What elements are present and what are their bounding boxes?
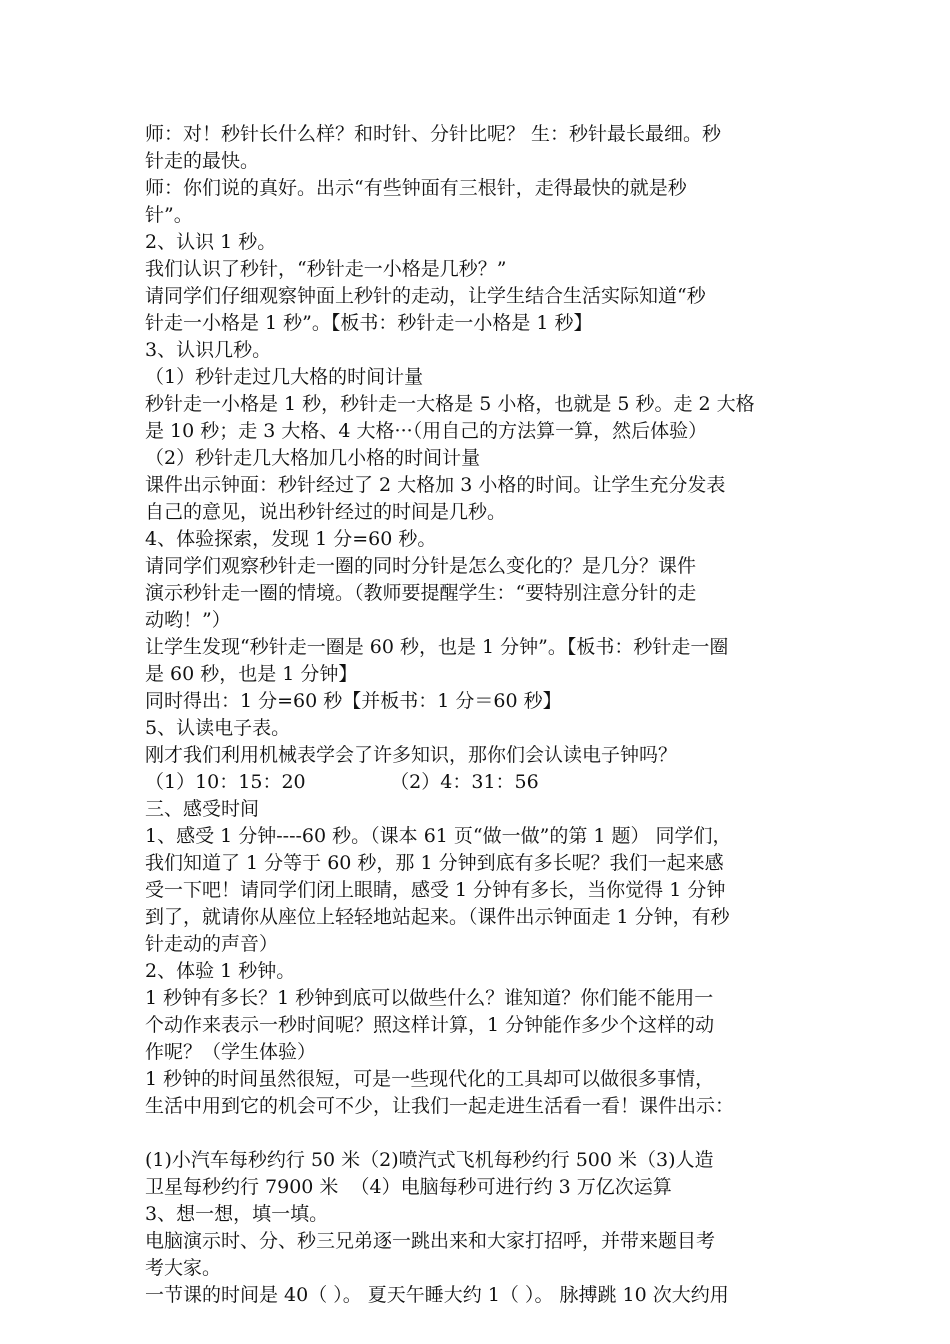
blank-line xyxy=(145,1120,825,1147)
text-line: 针走的最快。 xyxy=(145,150,260,172)
text-line: 1 秒钟有多长？1 秒钟到底可以做些什么？谁知道？你们能不能用一 xyxy=(145,987,714,1009)
text-line: 演示秒针走一圈的情境。（教师要提醒学生：“要特别注意分针的走 xyxy=(145,582,697,604)
text-line: 针走一小格是 1 秒”。【板书：秒针走一小格是 1 秒】 xyxy=(145,312,593,334)
text-line: 让学生发现“秒针走一圈是 60 秒，也是 1 分钟”。【板书：秒针走一圈 xyxy=(145,636,729,658)
text-line: 到了，就请你从座位上轻轻地站起来。（课件出示钟面走 1 分钟，有秒 xyxy=(145,906,730,928)
text-line: 卫星每秒约行 7900 米 （4）电脑每秒可进行约 3 万亿次运算 xyxy=(145,1176,672,1198)
text-line: 秒针走一小格是 1 秒，秒针走一大格是 5 小格，也就是 5 秒。走 2 大格 xyxy=(145,393,755,415)
section-heading: 5、认读电子表。 xyxy=(145,717,291,739)
text-line: 针”。 xyxy=(145,204,193,226)
text-line: （1）10：15：20 （2）4：31：56 xyxy=(145,771,539,793)
text-line: 考大家。 xyxy=(145,1257,222,1279)
text-line: 受一下吧！请同学们闭上眼睛，感受 1 分钟有多长，当你觉得 1 分钟 xyxy=(145,879,726,901)
section-heading: 3、想一想，填一填。 xyxy=(145,1203,329,1225)
text-line: 是 60 秒，也是 1 分钟】 xyxy=(145,663,358,685)
text-line: 自己的意见，说出秒针经过的时间是几秒。 xyxy=(145,501,507,523)
document-body xyxy=(145,121,825,1309)
text-line: 师：对！秒针长什么样？和时针、分针比呢？ 生：秒针最长最细。秒 xyxy=(145,123,722,145)
text-line: 针走动的声音） xyxy=(145,933,279,955)
section-heading: 三、感受时间 xyxy=(145,798,260,820)
text-line: 作呢？（学生体验） xyxy=(145,1041,317,1063)
text-line: 个动作来表示一秒时间呢？照这样计算，1 分钟能作多少个这样的动 xyxy=(145,1014,715,1036)
text-line: 请同学们仔细观察钟面上秒针的走动，让学生结合生活实际知道“秒 xyxy=(145,285,706,307)
text-line: 师：你们说的真好。出示“有些钟面有三根针，走得最快的就是秒 xyxy=(145,177,687,199)
subsection-heading: （2）秒针走几大格加几小格的时间计量 xyxy=(145,447,481,469)
text-line: 请同学们观察秒针走一圈的同时分针是怎么变化的？是几分？课件 xyxy=(145,555,697,577)
section-heading: 3、认识几秒。 xyxy=(145,339,272,361)
text-line: 电脑演示时、分、秒三兄弟逐一跳出来和大家打招呼，并带来题目考 xyxy=(145,1230,716,1252)
text-line: 课件出示钟面：秒针经过了 2 大格加 3 小格的时间。让学生充分发表 xyxy=(145,474,726,496)
text-line: 我们认识了秒针，“秒针走一小格是几秒？” xyxy=(145,258,507,280)
text-line: 刚才我们利用机械表学会了许多知识，那你们会认读电子钟吗？ xyxy=(145,744,678,766)
text-line: 我们知道了 1 分等于 60 秒，那 1 分钟到底有多长呢？我们一起来感 xyxy=(145,852,724,874)
section-heading: 2、认识 1 秒。 xyxy=(145,231,277,253)
text-line: (1)小汽车每秒约行 50 米（2)喷汽式飞机每秒约行 500 米（3)人造 xyxy=(145,1149,714,1171)
section-heading: 2、体验 1 秒钟。 xyxy=(145,960,296,982)
subsection-heading: （1）秒针走过几大格的时间计量 xyxy=(145,366,424,388)
section-heading: 4、体验探索，发现 1 分=60 秒。 xyxy=(145,528,437,550)
text-line: 生活中用到它的机会可不少，让我们一起走进生活看一看！课件出示： xyxy=(145,1095,735,1117)
text-line: 同时得出：1 分=60 秒【并板书：1 分＝60 秒】 xyxy=(145,690,562,712)
text-line: 1 秒钟的时间虽然很短，可是一些现代化的工具却可以做很多事情， xyxy=(145,1068,715,1090)
text-line: 一节课的时间是 40（ ）。 夏天午睡大约 1（ ）。 脉搏跳 10 次大约用 xyxy=(145,1284,729,1306)
text-line: 1、感受 1 分钟----60 秒。（课本 61 页“做一做”的第 1 题） 同学们， xyxy=(145,825,732,847)
text-line: 是 10 秒；走 3 大格、4 大格···（用自己的方法算一算，然后体验） xyxy=(145,420,708,442)
text-line: 动哟！”） xyxy=(145,609,231,631)
